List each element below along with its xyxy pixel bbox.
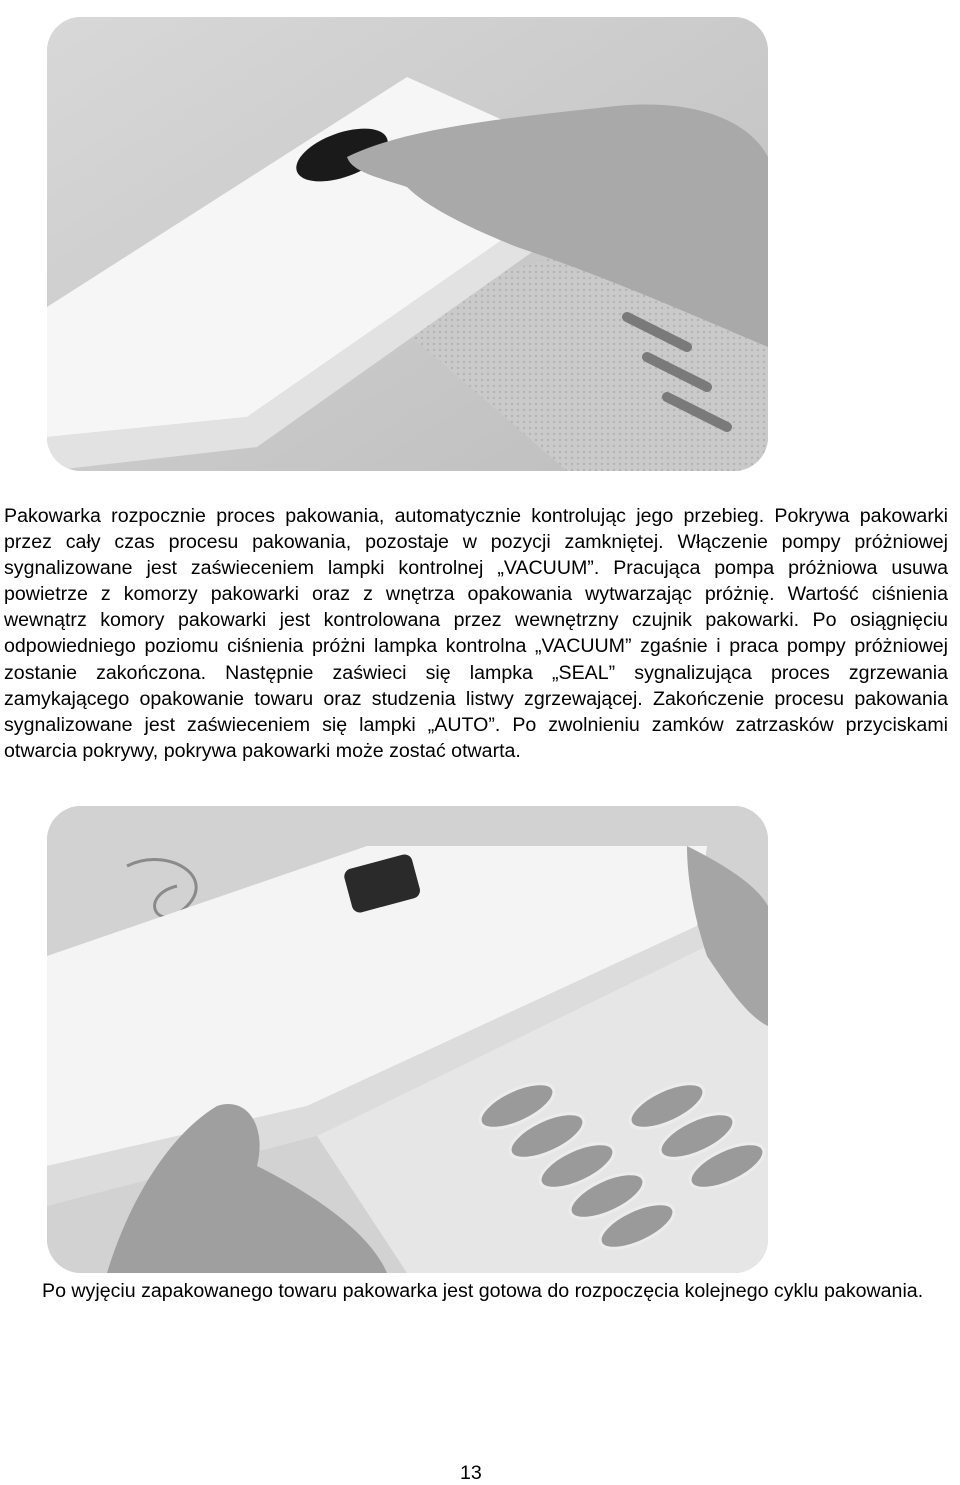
photo-vacuum-packer-opened bbox=[47, 806, 768, 1273]
photo-top-illustration bbox=[47, 17, 768, 471]
page-number: 13 bbox=[460, 1462, 482, 1484]
instruction-paragraph-final: Po wyjęciu zapakowanego towaru pakowarka jest gotowa do rozpoczęcia kolejnego cyklu pakowania. bbox=[42, 1280, 924, 1302]
instruction-paragraph: Pakowarka rozpocznie proces pakowania, automatycznie kontrolując jego przebieg. Pokrywa pakowarki przez cały czas procesu pakowania, pozostaje w pozycji zamkniętej. Włączenie pompy próżniowej sygnalizowane jest zaświeceniem lampki kontrolnej „VACUUM”. Pracująca pompa próżniowa usuwa powietrze z komorzy pakowarki oraz z wnętrza opakowania wytwarzając próżnię. Wartość ciśnienia wewnątrz komory pakowarki jest kontrolowana przez wewnętrzny czujnik pakowarki. Po osiągnięciu odpowiedniego poziomu ciśnienia próżni lampka kontrolna „VACUUM” zgaśnie i praca pompy próżniowej zostanie zakończona. Następnie zaświeci się lampka „SEAL” sygnalizująca proces zgrzewania zamykającego opakowanie towaru oraz studzenia listwy zgrzewającej. Zakończenie procesu pakowania sygnalizowane jest zaświeceniem się lampki „AUTO”. Po zwolnieniu zamków zatrzasków przyciskami otwarcia pokrywy, pokrywa pakowarki może zostać otwarta. bbox=[4, 505, 948, 762]
photo-vacuum-packer-button bbox=[47, 17, 768, 471]
photo-bottom-illustration bbox=[47, 806, 768, 1273]
